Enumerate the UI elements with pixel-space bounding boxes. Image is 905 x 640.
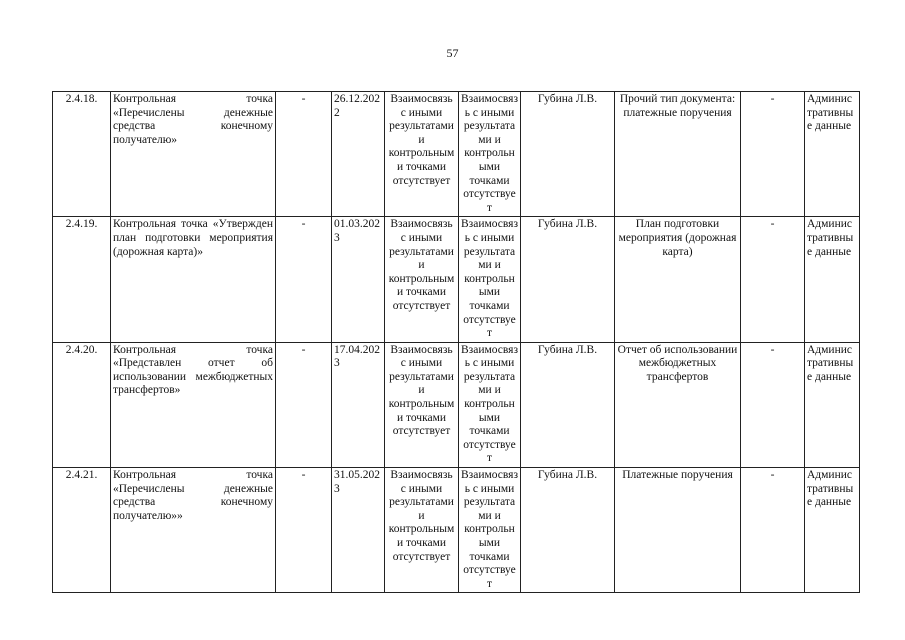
relation-cell: Взаимосвязь с иными результатами и контрольными точками отсутствует	[385, 92, 459, 217]
control-points-table	[52, 91, 860, 593]
row-number: 2.4.21.	[53, 468, 111, 593]
table-row	[53, 92, 860, 217]
empty-value-cell: -	[276, 92, 332, 217]
empty-value-cell: -	[276, 342, 332, 467]
document-type-cell: Платежные поручения	[615, 468, 741, 593]
page-number: 57	[446, 46, 459, 60]
date-cell: 26.12.2022	[332, 92, 385, 217]
date-cell: 17.04.2023	[332, 342, 385, 467]
date-cell: 01.03.2023	[332, 217, 385, 342]
data-source-cell: Административные данные	[805, 342, 860, 467]
data-source-cell: Административные данные	[805, 468, 860, 593]
control-point-name: Контрольная точка «Перечислены денежные средства конечному получателю»	[111, 92, 276, 217]
responsible-cell: Губина Л.В.	[521, 342, 615, 467]
empty-value-cell: -	[741, 217, 805, 342]
row-number: 2.4.18.	[53, 92, 111, 217]
empty-value-cell: -	[741, 342, 805, 467]
control-point-name: Контрольная точка «Представлен отчет об использовании межбюджетных трансфертов»	[111, 342, 276, 467]
row-number: 2.4.19.	[53, 217, 111, 342]
control-point-name: Контрольная точка «Перечислены денежные средства конечному получателю»»	[111, 468, 276, 593]
document-type-cell: Отчет об использовании межбюджетных трансфертов	[615, 342, 741, 467]
empty-value-cell: -	[276, 468, 332, 593]
relation-cell: Взаимосвязь с иными результатами и контрольными точками отсутствует	[385, 217, 459, 342]
table-row	[53, 217, 860, 342]
empty-value-cell: -	[276, 217, 332, 342]
relation-cell: Взаимосвязь с иными результатами и контрольными точками отсутствует	[385, 342, 459, 467]
table-row	[53, 342, 860, 467]
date-cell: 31.05.2023	[332, 468, 385, 593]
relation-cell: Взаимосвязь с иными результатами и контрольными точками отсутствует	[459, 92, 521, 217]
relation-cell: Взаимосвязь с иными результатами и контрольными точками отсутствует	[459, 342, 521, 467]
document-type-cell: План подготовки мероприятия (дорожная карта)	[615, 217, 741, 342]
data-source-cell: Административные данные	[805, 92, 860, 217]
table-row	[53, 468, 860, 593]
relation-cell: Взаимосвязь с иными результатами и контрольными точками отсутствует	[459, 468, 521, 593]
relation-cell: Взаимосвязь с иными результатами и контрольными точками отсутствует	[459, 217, 521, 342]
responsible-cell: Губина Л.В.	[521, 217, 615, 342]
document-type-cell: Прочий тип документа: платежные поручения	[615, 92, 741, 217]
responsible-cell: Губина Л.В.	[521, 468, 615, 593]
empty-value-cell: -	[741, 92, 805, 217]
control-point-name: Контрольная точка «Утвержден план подготовки мероприятия (дорожная карта)»	[111, 217, 276, 342]
responsible-cell: Губина Л.В.	[521, 92, 615, 217]
relation-cell: Взаимосвязь с иными результатами и контрольными точками отсутствует	[385, 468, 459, 593]
row-number: 2.4.20.	[53, 342, 111, 467]
data-source-cell: Административные данные	[805, 217, 860, 342]
empty-value-cell: -	[741, 468, 805, 593]
